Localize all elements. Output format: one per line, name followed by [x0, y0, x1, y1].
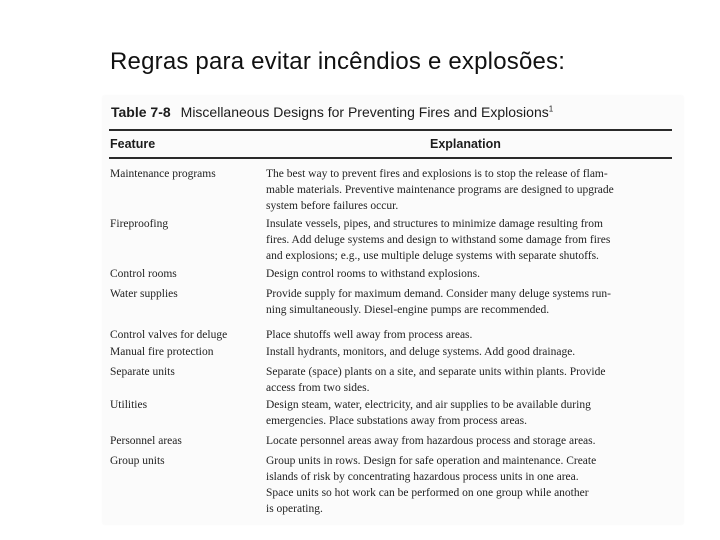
table-header-rule	[109, 157, 672, 159]
column-header-feature: Feature	[110, 137, 156, 151]
explanation-line: mable materials. Preventive maintenance programs are designed to upgrade	[266, 184, 614, 196]
explanation-line: access from two sides.	[266, 382, 370, 394]
explanation-cell	[266, 453, 676, 517]
explanation-line: Provide supply for maximum demand. Consider many deluge systems run-	[266, 288, 611, 300]
explanation-line: Install hydrants, monitors, and deluge systems. Add good drainage.	[266, 346, 576, 358]
table-top-rule	[109, 129, 672, 131]
explanation-line: Design control rooms to withstand explosions.	[266, 268, 481, 280]
explanation-line: The best way to prevent fires and explosions is to stop the release of flam-	[266, 168, 608, 180]
explanation-line: Insulate vessels, pipes, and structures to minimize damage resulting from	[266, 218, 603, 230]
explanation-line: is operating.	[266, 503, 323, 515]
explanation-cell	[266, 216, 676, 264]
explanation-line: and explosions; e.g., use multiple deluge systems with separate shutoffs.	[266, 250, 599, 262]
explanation-line: ning simultaneously. Diesel-engine pumps are recommended.	[266, 304, 550, 316]
explanation-line: Design steam, water, electricity, and air supplies to be available during	[266, 399, 591, 411]
explanation-line: Space units so hot work can be performed on one group while another	[266, 487, 589, 499]
column-header-explanation: Explanation	[430, 137, 501, 151]
slide-title: Regras para evitar incêndios e explosões:	[110, 48, 566, 75]
explanation-line: Separate (space) plants on a site, and separate units within plants. Provide	[266, 366, 606, 378]
scanned-table	[103, 96, 683, 524]
explanation-line: Locate personnel areas away from hazardous process and storage areas.	[266, 435, 596, 447]
explanation-cell	[266, 397, 676, 429]
table-caption	[111, 104, 553, 122]
table-title-footnote: 1	[548, 104, 554, 114]
explanation-line: Place shutoffs well away from process areas.	[266, 329, 473, 341]
table-title	[181, 104, 554, 120]
table-title-text: Miscellaneous Designs for Preventing Fires and Explosions	[180, 104, 549, 120]
feature-cell: Maintenance programs	[110, 168, 216, 180]
feature-cell: Utilities	[110, 399, 148, 411]
explanation-cell	[266, 433, 676, 449]
feature-cell: Personnel areas	[110, 435, 182, 447]
feature-cell: Separate units	[110, 366, 175, 378]
explanation-line: emergencies. Place substations away from process areas.	[266, 415, 528, 427]
feature-cell: Control rooms	[110, 268, 177, 280]
table-number: Table 7-8	[111, 104, 171, 120]
explanation-cell	[266, 166, 676, 214]
explanation-line: fires. Add deluge systems and design to withstand some damage from fires	[266, 234, 611, 246]
feature-cell: Control valves for deluge	[110, 329, 228, 341]
explanation-cell	[266, 344, 676, 360]
explanation-cell	[266, 327, 676, 343]
feature-cell: Water supplies	[110, 288, 178, 300]
explanation-line: system before failures occur.	[266, 200, 399, 212]
explanation-line: islands of risk by concentrating hazardous process units in one area.	[266, 471, 579, 483]
feature-cell: Manual fire protection	[110, 346, 214, 358]
feature-cell: Fireproofing	[110, 218, 169, 230]
explanation-cell	[266, 266, 676, 282]
feature-cell: Group units	[110, 455, 165, 467]
explanation-line: Group units in rows. Design for safe operation and maintenance. Create	[266, 455, 597, 467]
explanation-cell	[266, 286, 676, 318]
explanation-cell	[266, 364, 676, 396]
